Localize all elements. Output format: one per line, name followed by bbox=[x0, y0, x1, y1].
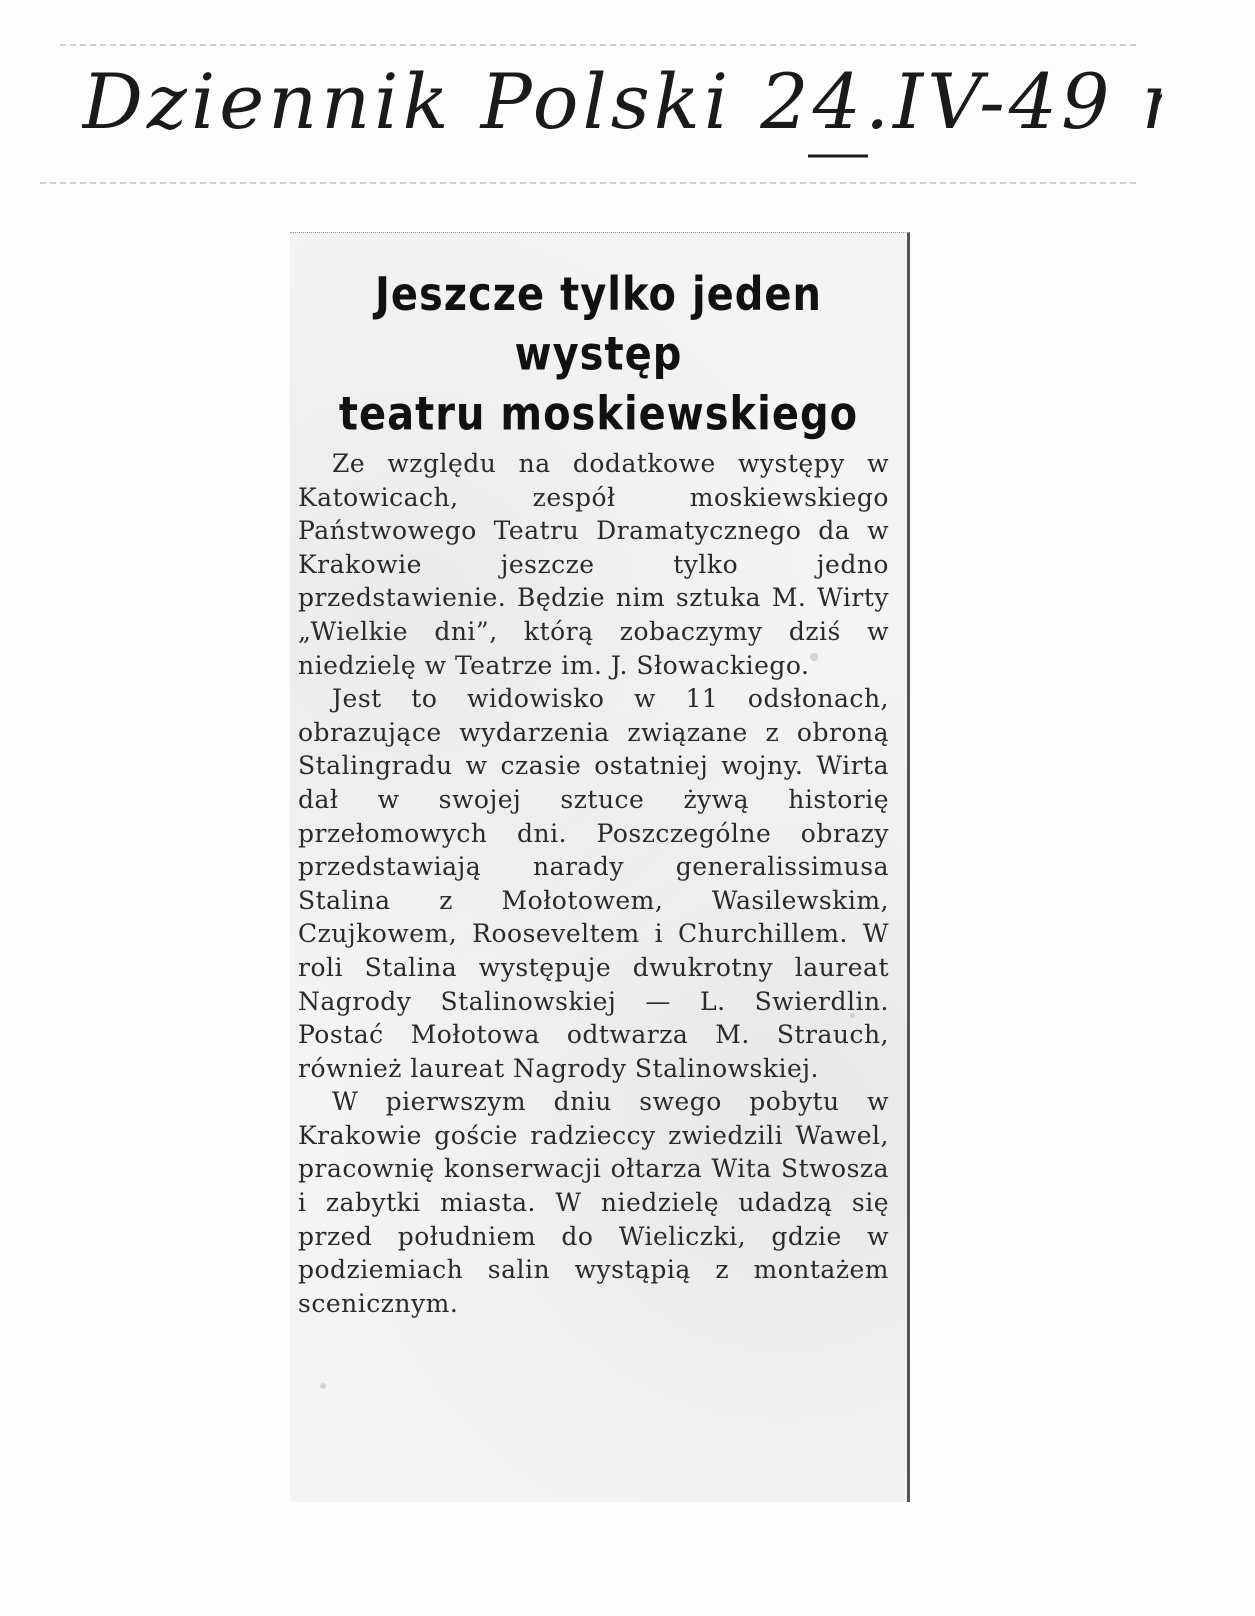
article-body bbox=[298, 447, 889, 1320]
scan-speckle bbox=[810, 653, 818, 661]
article-paragraph-3: W pierwszym dniu swego pobytu w Krakowie goście radzieccy zwiedzili Wawel, pracownię konserwacji ołtarza Wita Stwosza i zabytki miasta. W niedzielę udadzą się przed południem do Wieliczki, gdzie w podziemiach salin wystąpią z montażem scenicznym. bbox=[298, 1087, 889, 1318]
headline-line-1: Jeszcze tylko jeden występ bbox=[374, 268, 823, 382]
handwritten-date-note bbox=[82, 40, 1162, 160]
handwritten-note-text: Dziennik Polski 24.IV-49 r. bbox=[82, 57, 1162, 146]
article-paragraph-2: Jest to widowisko w 11 odsłonach, obrazujące wydarzenia związane z obroną Stalingradu w czasie ostatniej wojny. Wirta dał w swojej sztuce żywą historię przełomowych dni. Poszczególne obrazy przedstawiają narady generalissimusa Stalina z Mołotowem, Wasilewskim, Czujkowem, Rooseveltem i Churchillem. W roli Stalina występuje dwukrotny laureat Nagrody Stalinowskiej — L. Swierdlin. Postać Mołotowa odtwarza M. Strauch, również laureat Nagrody Stalinowskiej. bbox=[298, 684, 889, 1083]
scan-speckle bbox=[320, 1383, 326, 1389]
article-headline bbox=[290, 265, 907, 444]
newspaper-clipping bbox=[290, 232, 910, 1502]
headline-line-2: teatru moskiewskiego bbox=[338, 388, 859, 441]
scan-speckle bbox=[850, 1013, 855, 1018]
article-paragraph-1: Ze względu na dodatkowe występy w Katowicach, zespół moskiewskiego Państwowego Teatru Dramatycznego da w Krakowie jeszcze tylko jedno przedstawienie. Będzie nim sztuka M. Wirty „Wielkie dni”, którą zobaczymy dziś w niedzielę w Teatrze im. J. Słowackiego. bbox=[298, 449, 889, 680]
scan-line-bottom bbox=[40, 182, 1140, 184]
